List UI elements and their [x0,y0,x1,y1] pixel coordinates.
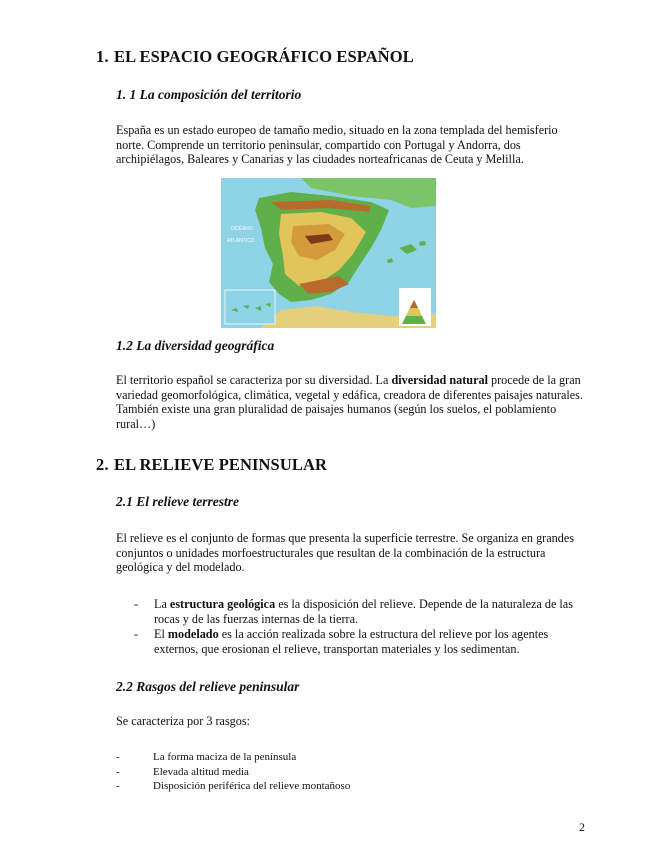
subsection-2-2-title: 2.2 Rasgos del relieve peninsular [116,679,300,694]
bullet-post: es la acción realizada sobre la estructura del relieve por los agentes externos, que erosionan el relieve, transportan materiales y los sedimentan. [154,627,549,656]
subsection-2-1-title: 2.1 El relieve terrestre [116,494,239,509]
section-1-title: EL ESPACIO GEOGRÁFICO ESPAÑOL [114,47,414,66]
iberian-relief-map [221,178,436,328]
bullet-dash: - [134,597,139,611]
section-1-number: 1. [96,47,109,66]
rasgo-dash: - [116,766,120,778]
rasgo-dash: - [116,751,120,763]
map-canary-inset [225,290,275,324]
bullet-text [154,597,594,626]
subsection-1-1-text: España es un estado europeo de tamaño medio, situado en la zona templada del hemisferio norte. Comprende un territorio peninsular, compartido con Portugal y Andorra, dos archipiélagos, Baleares y Canarias y las ciudades norteafricanas de Ceuta y Melilla. [116,123,558,167]
section-2-heading [96,455,327,475]
bullet-bold: modelado [167,627,219,641]
subsection-1-2-text-a: El territorio español se caracteriza por su diversidad. La [116,373,392,387]
section-2-title: EL RELIEVE PENINSULAR [114,455,327,474]
bullet-modelado [134,627,604,657]
subsection-1-2-bold: diversidad natural [391,373,488,387]
rasgo-dash: - [116,780,120,792]
subsection-2-1-text: El relieve es el conjunto de formas que presenta la superficie terrestre. Se organiza en grandes conjuntos o unidades morfoestructurales que resultan de la combinación de la estructura geológica y del modelado. [116,531,574,575]
bullet-pre: El [154,627,168,641]
subsection-1-2-text [116,373,591,431]
bullet-dash: - [134,627,139,641]
map-label-ocean: OCÉANO [231,226,253,232]
bullet-bold: estructura geológica [169,597,276,611]
bullet-estructura [134,597,604,627]
map-label-atlantic: ATLÁNTICO [227,238,255,244]
bullet-post: es la disposición del relieve. Depende de la naturaleza de las rocas y de las fuerzas internas de la tierra. [154,597,573,626]
section-1-heading [96,47,414,67]
bullet-pre: La [154,597,170,611]
rasgo-text: La forma maciza de la península [153,751,297,763]
subsection-1-2-title: 1.2 La diversidad geográfica [116,338,275,353]
subsection-2-2-intro: Se caracteriza por 3 rasgos: [116,714,250,728]
rasgo-text: Disposición periférica del relieve montañoso [153,780,351,792]
rasgo-text: Elevada altitud media [153,766,249,778]
subsection-1-1-title: 1. 1 La composición del territorio [116,87,302,102]
rasgo-item [116,750,416,764]
section-2-number: 2. [96,455,109,474]
rasgo-item [116,779,416,793]
subsection-1-2-text-b: procede de la gran variedad geomorfológica, climática, vegetal y edáfica, creadora de diferentes paisajes naturales. También existe una gran pluralidad de paisajes humanos (según los suelos, el poblamiento rural…) [116,373,583,431]
page-number: 2 [579,820,585,834]
bullet-text [154,627,594,656]
rasgo-item [116,765,416,779]
